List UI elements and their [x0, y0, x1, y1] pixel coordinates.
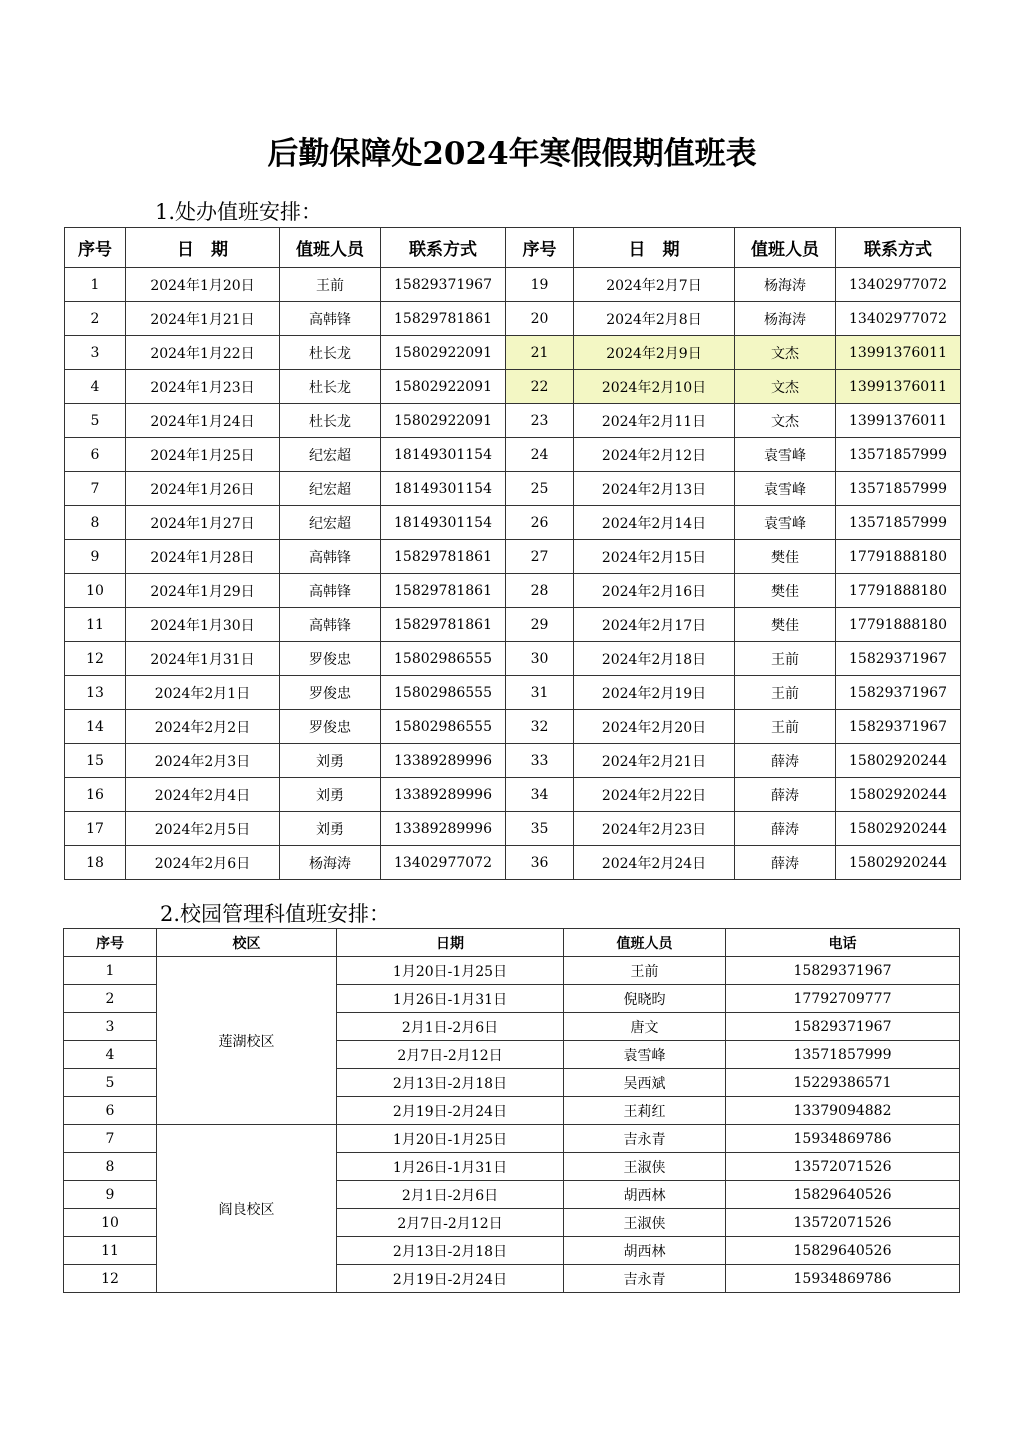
cell-staff: 薛涛 [735, 744, 836, 778]
cell-contact: 13389289996 [381, 812, 506, 846]
cell-staff: 王莉红 [564, 1097, 726, 1125]
cell-index: 12 [65, 642, 126, 676]
cell-date: 2024年1月31日 [126, 642, 280, 676]
cell-staff: 吴西斌 [564, 1069, 726, 1097]
cell-contact: 15802922091 [381, 370, 506, 404]
cell-index: 34 [506, 778, 574, 812]
cell-index: 11 [65, 608, 126, 642]
header-contact: 联系方式 [836, 228, 961, 268]
cell-staff: 纪宏超 [280, 472, 381, 506]
cell-index: 7 [64, 1125, 157, 1153]
header-index: 序号 [506, 228, 574, 268]
cell-contact: 15829781861 [381, 574, 506, 608]
cell-date: 2024年2月13日 [574, 472, 735, 506]
header-date: 日 期 [126, 228, 280, 268]
cell-index: 6 [64, 1097, 157, 1125]
header-index: 序号 [65, 228, 126, 268]
cell-date: 2024年2月24日 [574, 846, 735, 880]
cell-date: 2024年2月5日 [126, 812, 280, 846]
cell-staff: 杜长龙 [280, 336, 381, 370]
cell-phone: 15229386571 [726, 1069, 960, 1097]
cell-staff: 胡西林 [564, 1181, 726, 1209]
cell-date: 2月1日-2月6日 [337, 1013, 564, 1041]
cell-staff: 樊佳 [735, 540, 836, 574]
cell-date: 2024年1月28日 [126, 540, 280, 574]
cell-date: 2024年1月26日 [126, 472, 280, 506]
cell-contact: 13991376011 [836, 370, 961, 404]
cell-staff: 王前 [735, 676, 836, 710]
cell-staff: 杜长龙 [280, 370, 381, 404]
cell-staff: 王淑侠 [564, 1153, 726, 1181]
cell-staff: 袁雪峰 [735, 506, 836, 540]
table-row [65, 404, 961, 438]
cell-date: 2月13日-2月18日 [337, 1237, 564, 1265]
cell-date: 2024年2月6日 [126, 846, 280, 880]
header-staff: 值班人员 [280, 228, 381, 268]
cell-staff: 薛涛 [735, 812, 836, 846]
cell-date: 2024年1月30日 [126, 608, 280, 642]
cell-index: 9 [65, 540, 126, 574]
cell-date: 2024年2月23日 [574, 812, 735, 846]
cell-staff: 刘勇 [280, 778, 381, 812]
table-row [65, 676, 961, 710]
table-row [65, 370, 961, 404]
cell-date: 2024年2月10日 [574, 370, 735, 404]
cell-date: 2月19日-2月24日 [337, 1265, 564, 1293]
cell-staff: 高韩锋 [280, 302, 381, 336]
cell-staff: 高韩锋 [280, 540, 381, 574]
cell-index: 3 [64, 1013, 157, 1041]
cell-staff: 薛涛 [735, 846, 836, 880]
cell-contact: 15829781861 [381, 608, 506, 642]
cell-index: 35 [506, 812, 574, 846]
table-header-row [65, 228, 961, 268]
cell-index: 31 [506, 676, 574, 710]
cell-contact: 17791888180 [836, 540, 961, 574]
cell-date: 2月13日-2月18日 [337, 1069, 564, 1097]
cell-contact: 13402977072 [836, 302, 961, 336]
cell-index: 8 [64, 1153, 157, 1181]
cell-date: 2024年2月15日 [574, 540, 735, 574]
cell-date: 2024年1月29日 [126, 574, 280, 608]
cell-index: 18 [65, 846, 126, 880]
table-row [65, 846, 961, 880]
cell-date: 2024年2月14日 [574, 506, 735, 540]
cell-staff: 倪晓昀 [564, 985, 726, 1013]
cell-staff: 刘勇 [280, 744, 381, 778]
cell-date: 2024年2月9日 [574, 336, 735, 370]
cell-index: 5 [64, 1069, 157, 1097]
table-row [65, 438, 961, 472]
header-staff: 值班人员 [735, 228, 836, 268]
cell-index: 7 [65, 472, 126, 506]
cell-contact: 15829371967 [381, 268, 506, 302]
cell-date: 2024年2月17日 [574, 608, 735, 642]
section-heading-office-duty: 1.处办值班安排： [155, 200, 323, 224]
cell-staff: 唐文 [564, 1013, 726, 1041]
cell-staff: 纪宏超 [280, 506, 381, 540]
cell-index: 19 [506, 268, 574, 302]
cell-contact: 18149301154 [381, 438, 506, 472]
cell-index: 29 [506, 608, 574, 642]
cell-phone: 15934869786 [726, 1125, 960, 1153]
header-date: 日期 [337, 929, 564, 957]
cell-index: 32 [506, 710, 574, 744]
cell-index: 3 [65, 336, 126, 370]
table-row [65, 472, 961, 506]
cell-contact: 13571857999 [836, 438, 961, 472]
cell-index: 36 [506, 846, 574, 880]
cell-index: 24 [506, 438, 574, 472]
cell-date: 2024年2月20日 [574, 710, 735, 744]
cell-contact: 15802986555 [381, 710, 506, 744]
cell-staff: 纪宏超 [280, 438, 381, 472]
cell-staff: 樊佳 [735, 574, 836, 608]
header-phone: 电话 [726, 929, 960, 957]
table-row [65, 642, 961, 676]
cell-phone: 13572071526 [726, 1153, 960, 1181]
cell-index: 22 [506, 370, 574, 404]
cell-contact: 15802920244 [836, 778, 961, 812]
cell-date: 2024年2月3日 [126, 744, 280, 778]
cell-phone: 13571857999 [726, 1041, 960, 1069]
cell-index: 27 [506, 540, 574, 574]
cell-staff: 高韩锋 [280, 608, 381, 642]
table-row [65, 506, 961, 540]
cell-index: 1 [65, 268, 126, 302]
cell-staff: 文杰 [735, 404, 836, 438]
header-staff: 值班人员 [564, 929, 726, 957]
table-row [65, 778, 961, 812]
cell-campus: 莲湖校区 [157, 957, 337, 1125]
cell-staff: 王前 [735, 710, 836, 744]
cell-contact: 15802920244 [836, 812, 961, 846]
cell-contact: 13991376011 [836, 404, 961, 438]
cell-date: 2024年2月11日 [574, 404, 735, 438]
cell-index: 4 [64, 1041, 157, 1069]
page-title: 后勤保障处2024年寒假假期值班表 [267, 136, 757, 172]
table-row [64, 957, 960, 985]
cell-staff: 胡西林 [564, 1237, 726, 1265]
cell-date: 2024年2月16日 [574, 574, 735, 608]
cell-index: 23 [506, 404, 574, 438]
table-row [65, 268, 961, 302]
cell-contact: 15829371967 [836, 642, 961, 676]
table-row [65, 710, 961, 744]
cell-phone: 17792709777 [726, 985, 960, 1013]
cell-phone: 15829371967 [726, 957, 960, 985]
cell-date: 2024年1月27日 [126, 506, 280, 540]
cell-index: 15 [65, 744, 126, 778]
cell-index: 2 [65, 302, 126, 336]
table-row [65, 744, 961, 778]
cell-staff: 文杰 [735, 370, 836, 404]
cell-staff: 罗俊忠 [280, 710, 381, 744]
cell-index: 25 [506, 472, 574, 506]
cell-date: 2月1日-2月6日 [337, 1181, 564, 1209]
cell-staff: 袁雪峰 [735, 438, 836, 472]
header-index: 序号 [64, 929, 157, 957]
cell-staff: 杜长龙 [280, 404, 381, 438]
cell-date: 2024年2月4日 [126, 778, 280, 812]
table-row [65, 608, 961, 642]
cell-index: 16 [65, 778, 126, 812]
cell-date: 2024年2月8日 [574, 302, 735, 336]
cell-staff: 王前 [564, 957, 726, 985]
cell-phone: 15829640526 [726, 1181, 960, 1209]
cell-staff: 文杰 [735, 336, 836, 370]
cell-staff: 袁雪峰 [564, 1041, 726, 1069]
cell-contact: 13389289996 [381, 744, 506, 778]
cell-phone: 13572071526 [726, 1209, 960, 1237]
cell-contact: 15802920244 [836, 846, 961, 880]
cell-contact: 15829371967 [836, 710, 961, 744]
cell-contact: 15829781861 [381, 302, 506, 336]
cell-date: 1月20日-1月25日 [337, 1125, 564, 1153]
cell-staff: 吉永青 [564, 1265, 726, 1293]
cell-date: 2024年2月2日 [126, 710, 280, 744]
cell-contact: 13571857999 [836, 472, 961, 506]
cell-staff: 王前 [735, 642, 836, 676]
cell-phone: 15829371967 [726, 1013, 960, 1041]
cell-date: 2024年1月23日 [126, 370, 280, 404]
cell-contact: 13402977072 [836, 268, 961, 302]
cell-index: 13 [65, 676, 126, 710]
cell-contact: 15802986555 [381, 676, 506, 710]
cell-phone: 15829640526 [726, 1237, 960, 1265]
cell-contact: 18149301154 [381, 506, 506, 540]
header-contact: 联系方式 [381, 228, 506, 268]
cell-date: 2024年1月24日 [126, 404, 280, 438]
table-row [65, 812, 961, 846]
cell-date: 2月7日-2月12日 [337, 1209, 564, 1237]
cell-phone: 15934869786 [726, 1265, 960, 1293]
cell-index: 5 [65, 404, 126, 438]
cell-contact: 15802920244 [836, 744, 961, 778]
cell-date: 2024年2月21日 [574, 744, 735, 778]
cell-date: 2月7日-2月12日 [337, 1041, 564, 1069]
cell-index: 21 [506, 336, 574, 370]
table-row [65, 540, 961, 574]
cell-date: 2024年1月22日 [126, 336, 280, 370]
table-row [65, 336, 961, 370]
cell-staff: 罗俊忠 [280, 642, 381, 676]
cell-date: 2024年1月25日 [126, 438, 280, 472]
cell-index: 30 [506, 642, 574, 676]
header-date: 日 期 [574, 228, 735, 268]
cell-staff: 杨海涛 [280, 846, 381, 880]
cell-index: 11 [64, 1237, 157, 1265]
cell-date: 2024年2月22日 [574, 778, 735, 812]
table-row [65, 302, 961, 336]
cell-index: 2 [64, 985, 157, 1013]
cell-contact: 13402977072 [381, 846, 506, 880]
cell-index: 12 [64, 1265, 157, 1293]
cell-staff: 杨海涛 [735, 302, 836, 336]
cell-index: 8 [65, 506, 126, 540]
cell-contact: 17791888180 [836, 608, 961, 642]
cell-date: 2024年2月1日 [126, 676, 280, 710]
cell-date: 2024年1月21日 [126, 302, 280, 336]
cell-index: 10 [64, 1209, 157, 1237]
cell-index: 1 [64, 957, 157, 985]
cell-date: 2024年2月12日 [574, 438, 735, 472]
cell-campus: 阎良校区 [157, 1125, 337, 1293]
cell-contact: 15802922091 [381, 404, 506, 438]
cell-contact: 15829781861 [381, 540, 506, 574]
campus-duty-table [63, 928, 960, 1293]
office-duty-table [64, 227, 961, 880]
cell-contact: 15802986555 [381, 642, 506, 676]
cell-staff: 刘勇 [280, 812, 381, 846]
cell-date: 1月26日-1月31日 [337, 985, 564, 1013]
cell-date: 2024年2月18日 [574, 642, 735, 676]
cell-index: 17 [65, 812, 126, 846]
cell-index: 33 [506, 744, 574, 778]
cell-staff: 薛涛 [735, 778, 836, 812]
cell-contact: 13389289996 [381, 778, 506, 812]
cell-date: 2024年1月20日 [126, 268, 280, 302]
cell-contact: 18149301154 [381, 472, 506, 506]
table-row [65, 574, 961, 608]
cell-staff: 王淑侠 [564, 1209, 726, 1237]
cell-index: 28 [506, 574, 574, 608]
cell-staff: 高韩锋 [280, 574, 381, 608]
cell-staff: 樊佳 [735, 608, 836, 642]
cell-index: 9 [64, 1181, 157, 1209]
cell-date: 2024年2月19日 [574, 676, 735, 710]
cell-index: 26 [506, 506, 574, 540]
cell-contact: 17791888180 [836, 574, 961, 608]
cell-phone: 13379094882 [726, 1097, 960, 1125]
cell-index: 14 [65, 710, 126, 744]
cell-date: 1月26日-1月31日 [337, 1153, 564, 1181]
header-campus: 校区 [157, 929, 337, 957]
cell-contact: 15802922091 [381, 336, 506, 370]
section-heading-campus-duty: 2.校园管理科值班安排： [160, 902, 391, 926]
cell-staff: 袁雪峰 [735, 472, 836, 506]
cell-staff: 吉永青 [564, 1125, 726, 1153]
cell-index: 6 [65, 438, 126, 472]
cell-staff: 罗俊忠 [280, 676, 381, 710]
cell-date: 1月20日-1月25日 [337, 957, 564, 985]
cell-staff: 王前 [280, 268, 381, 302]
cell-date: 2024年2月7日 [574, 268, 735, 302]
cell-contact: 13571857999 [836, 506, 961, 540]
cell-index: 20 [506, 302, 574, 336]
cell-index: 4 [65, 370, 126, 404]
cell-contact: 15829371967 [836, 676, 961, 710]
table-row [64, 1125, 960, 1153]
table-header-row [64, 929, 960, 957]
cell-index: 10 [65, 574, 126, 608]
cell-contact: 13991376011 [836, 336, 961, 370]
cell-staff: 杨海涛 [735, 268, 836, 302]
cell-date: 2月19日-2月24日 [337, 1097, 564, 1125]
